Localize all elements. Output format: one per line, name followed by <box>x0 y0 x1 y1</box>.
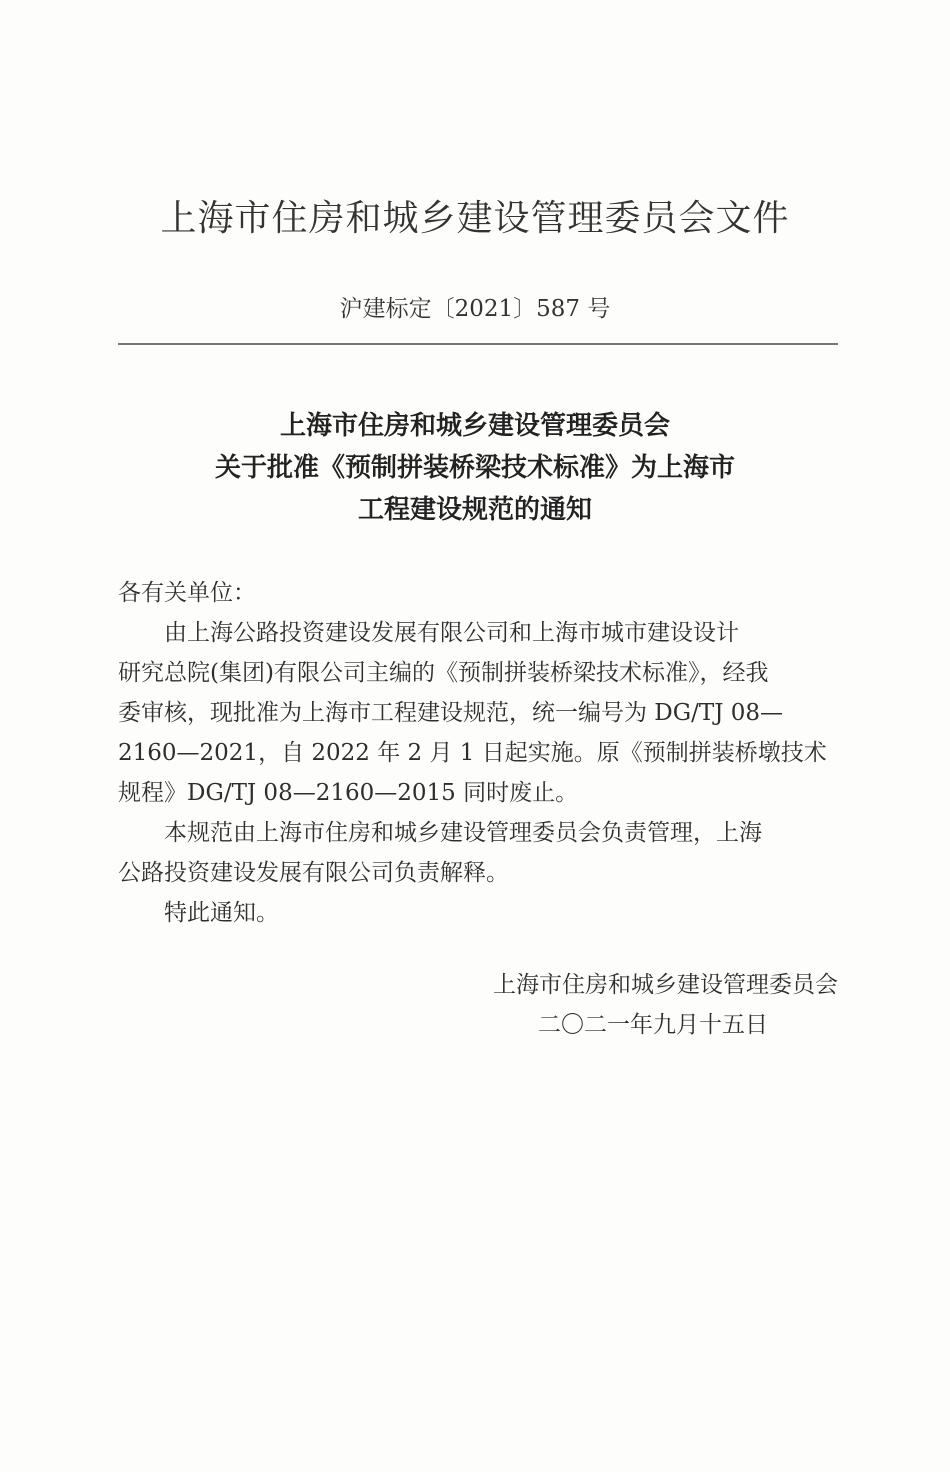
salutation: 各有关单位： <box>118 580 256 606</box>
notice-title-line-2: 关于批准《预制拼装桥梁技术标准》为上海市 <box>214 453 735 483</box>
signing-date: 二〇二一年九月十五日 <box>538 1012 768 1038</box>
signature-block <box>0 965 838 1045</box>
issuer-header: 上海市住房和城乡建设管理委员会文件 <box>160 198 790 239</box>
notice-title-line-1: 上海市住房和城乡建设管理委员会 <box>279 411 670 441</box>
paragraph-management <box>118 813 838 893</box>
paragraph-line: 2160—2021，自 2022 年 2 月 1 日起实施。原《预制拼装桥墩技术 <box>118 740 827 766</box>
paragraph-line: 委审核，现批准为上海市工程建设规范，统一编号为 DG/TJ 08— <box>118 700 784 726</box>
document-number: 沪建标定〔2021〕587 号 <box>339 296 611 322</box>
paragraph-line: 研究总院(集团)有限公司主编的《预制拼装桥梁技术标准》，经我 <box>118 660 769 686</box>
paragraph-line: 由上海公路投资建设发展有限公司和上海市城市建设设计 <box>164 620 739 646</box>
notice-body <box>118 573 838 933</box>
header-divider <box>118 343 838 345</box>
notice-title-line-3: 工程建设规范的通知 <box>357 495 592 525</box>
signing-organization: 上海市住房和城乡建设管理委员会 <box>493 972 838 998</box>
closing-line: 特此通知。 <box>164 900 279 926</box>
paragraph-line: 规程》DG/TJ 08—2160—2015 同时废止。 <box>118 780 579 806</box>
notice-title <box>0 405 950 531</box>
paragraph-approval <box>118 613 838 813</box>
paragraph-line: 公路投资建设发展有限公司负责解释。 <box>118 860 509 886</box>
paragraph-line: 本规范由上海市住房和城乡建设管理委员会负责管理，上海 <box>164 820 762 846</box>
